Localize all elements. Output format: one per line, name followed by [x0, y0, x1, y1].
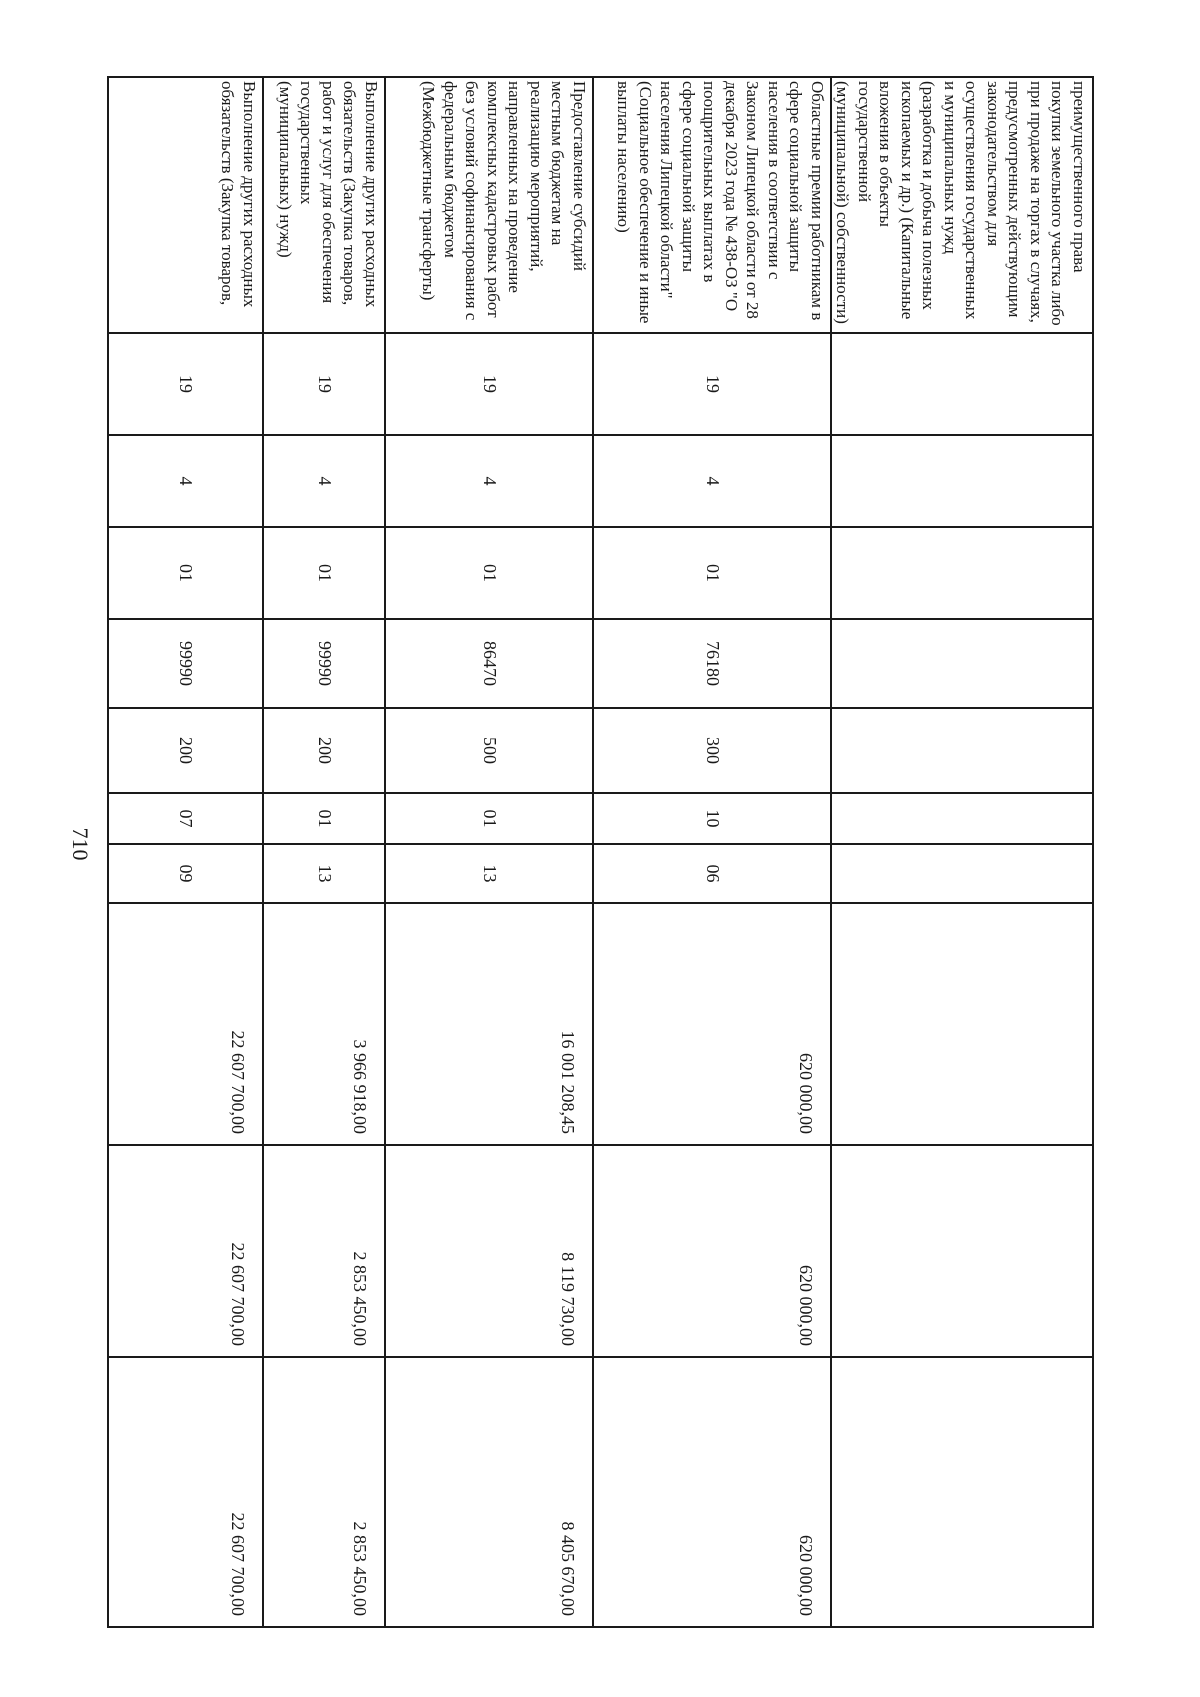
- amount-cell: 2 853 450,00: [263, 1357, 385, 1627]
- table-row: [385, 77, 593, 1627]
- code-cell: [831, 793, 1093, 844]
- code-cell: 500: [385, 708, 593, 793]
- code-cell: [831, 619, 1093, 708]
- code-cell: 200: [263, 708, 385, 793]
- code-cell: 99990: [108, 619, 263, 708]
- code-cell: 10: [593, 793, 831, 844]
- amount-cell: 3 966 918,00: [263, 903, 385, 1145]
- table-row: [831, 77, 1093, 1627]
- row-description: Областные премии работникам в сфере социальной защиты населения в соответствии с Законом Липецкой области от 28 декабря 2023 года № 438-ОЗ "О поощрительных выплатах в сфере социальной защиты населения Липецкой области" (Социальное обеспечение и иные выплаты населению): [593, 77, 831, 333]
- budget-table-container: [134, 76, 1094, 1626]
- page-number: 710: [68, 827, 93, 861]
- amount-cell: [831, 1145, 1093, 1357]
- amount-cell: 8 405 670,00: [385, 1357, 593, 1627]
- code-cell: 86470: [385, 619, 593, 708]
- code-cell: 4: [108, 435, 263, 527]
- amount-cell: 2 853 450,00: [263, 1145, 385, 1357]
- code-cell: [831, 844, 1093, 903]
- code-cell: 4: [593, 435, 831, 527]
- code-cell: [831, 333, 1093, 435]
- amount-cell: 620 000,00: [593, 1145, 831, 1357]
- code-cell: [831, 435, 1093, 527]
- table-row: [108, 77, 263, 1627]
- code-cell: 01: [263, 527, 385, 619]
- code-cell: 13: [263, 844, 385, 903]
- code-cell: 4: [263, 435, 385, 527]
- code-cell: 4: [385, 435, 593, 527]
- budget-table: [107, 76, 1094, 1628]
- code-cell: [831, 527, 1093, 619]
- code-cell: 09: [108, 844, 263, 903]
- code-cell: 200: [108, 708, 263, 793]
- row-description: преимущественного права покупки земельного участка либо при продаже на торгах в случаях, предусмотренных действующим законодательством для осуществления государственных и муниципальных нужд (разработка и добыча полезных ископаемых и др.) (Капитальные вложения в объекты государственной (муниципальной) собственности): [831, 77, 1093, 333]
- code-cell: 76180: [593, 619, 831, 708]
- code-cell: 300: [593, 708, 831, 793]
- code-cell: 06: [593, 844, 831, 903]
- amount-cell: 16 001 208,45: [385, 903, 593, 1145]
- amount-cell: 620 000,00: [593, 903, 831, 1145]
- amount-cell: 620 000,00: [593, 1357, 831, 1627]
- code-cell: [831, 708, 1093, 793]
- code-cell: 19: [108, 333, 263, 435]
- code-cell: 07: [108, 793, 263, 844]
- amount-cell: 22 607 700,00: [108, 1357, 263, 1627]
- code-cell: 19: [385, 333, 593, 435]
- table-row: [593, 77, 831, 1627]
- rotated-page-content: [134, 76, 1094, 1626]
- code-cell: 19: [263, 333, 385, 435]
- code-cell: 13: [385, 844, 593, 903]
- code-cell: 01: [108, 527, 263, 619]
- amount-cell: 8 119 730,00: [385, 1145, 593, 1357]
- row-description: Предоставление субсидий местным бюджетам на реализацию мероприятий, направленных на проведение комплексных кадастровых работ без условий софинансирования с федеральным бюджетом (Межбюджетные трансферты): [385, 77, 593, 333]
- code-cell: 01: [263, 793, 385, 844]
- row-description: Выполнение других расходных обязательств (Закупка товаров,: [108, 77, 263, 333]
- row-description: Выполнение других расходных обязательств (Закупка товаров, работ и услуг для обеспечения государственных (муниципальных) нужд): [263, 77, 385, 333]
- amount-cell: [831, 1357, 1093, 1627]
- code-cell: 01: [385, 527, 593, 619]
- amount-cell: 22 607 700,00: [108, 903, 263, 1145]
- code-cell: 01: [593, 527, 831, 619]
- amount-cell: [831, 903, 1093, 1145]
- amount-cell: 22 607 700,00: [108, 1145, 263, 1357]
- code-cell: 99990: [263, 619, 385, 708]
- code-cell: 19: [593, 333, 831, 435]
- table-row: [263, 77, 385, 1627]
- code-cell: 01: [385, 793, 593, 844]
